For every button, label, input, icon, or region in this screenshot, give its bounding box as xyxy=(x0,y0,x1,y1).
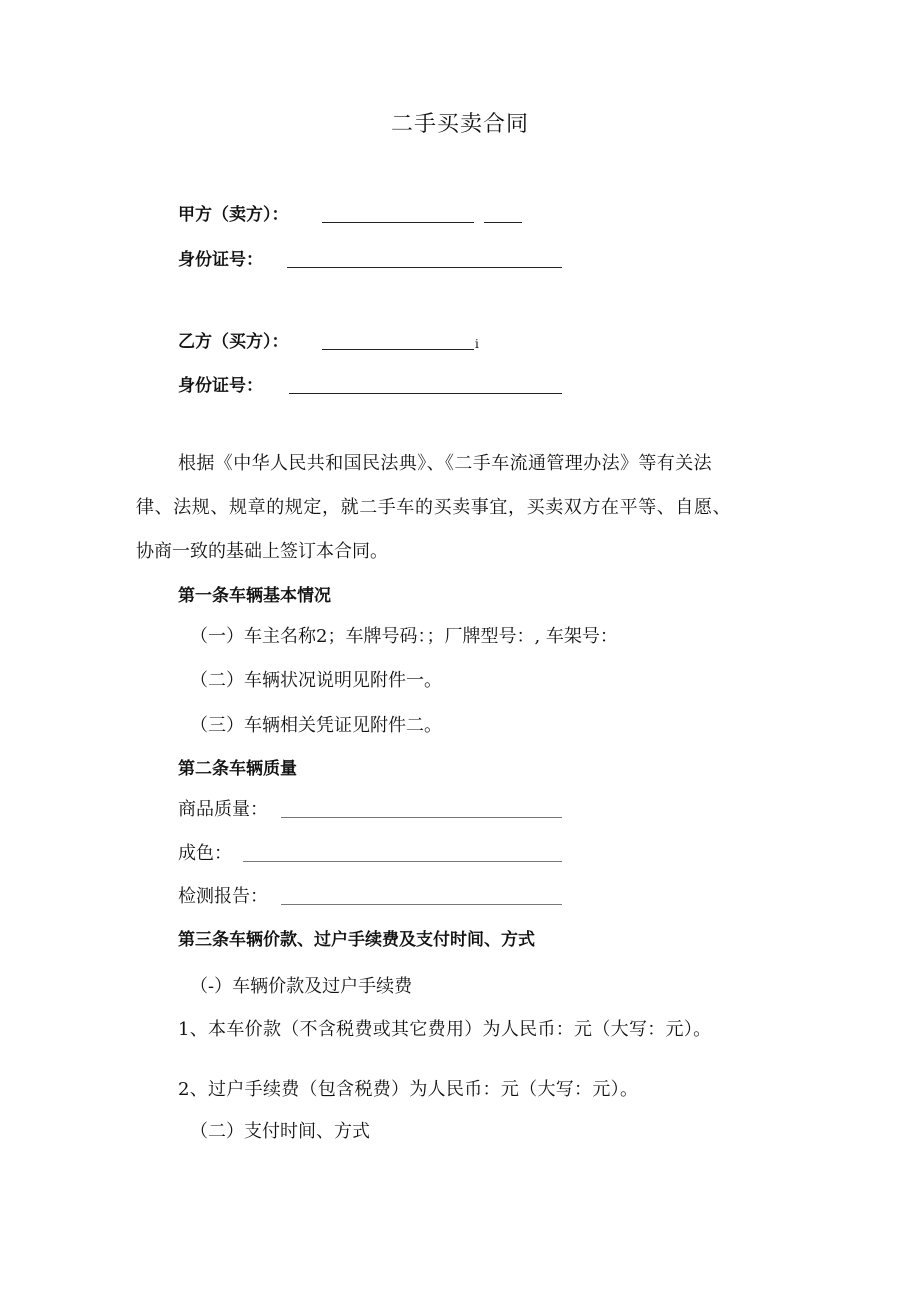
article-3-sub-1: （-）车辆价款及过户手续费 xyxy=(190,976,413,997)
party-b-id-blank[interactable] xyxy=(289,393,562,394)
party-b-id-label: 身份证号： xyxy=(178,376,263,396)
party-b-mark: i xyxy=(475,337,479,351)
article-2-heading: 第二条车辆质量 xyxy=(178,759,297,779)
article-3-sub-2: （二）支付时间、方式 xyxy=(190,1121,370,1142)
article-3-heading: 第三条车辆价款、过户手续费及支付时间、方式 xyxy=(178,930,535,950)
party-b-name-blank[interactable] xyxy=(322,349,474,350)
article-1-heading: 第一条车辆基本情况 xyxy=(178,586,331,606)
party-b-label: 乙方（买方）： xyxy=(178,332,289,352)
article-1-item-3: （三）车辆相关凭证见附件二。 xyxy=(190,715,442,736)
report-blank[interactable] xyxy=(281,904,562,905)
article-3-fee: 2、过户手续费（包含税费）为人民币：元（大写：元）。 xyxy=(178,1079,639,1100)
party-a-label: 甲方（卖方）： xyxy=(178,205,289,225)
party-a-id-blank[interactable] xyxy=(287,267,562,268)
preamble-line-2: 律、法规、规章的规定，就二手车的买卖事宜，买卖双方在平等、自愿、 xyxy=(136,497,732,518)
color-blank[interactable] xyxy=(243,861,562,862)
quality-blank[interactable] xyxy=(281,817,562,818)
report-label: 检测报告： xyxy=(178,886,268,907)
article-1-item-2: （二）车辆状况说明见附件一。 xyxy=(190,670,442,691)
party-a-id-label: 身份证号： xyxy=(178,250,263,270)
document-title: 二手买卖合同 xyxy=(390,112,529,137)
color-label: 成色： xyxy=(178,843,232,864)
party-a-name-blank[interactable] xyxy=(322,222,474,223)
preamble-line-1: 根据《中华人民共和国民法典》、《二手车流通管理办法》等有关法 xyxy=(178,453,712,474)
party-a-name-blank-extra[interactable] xyxy=(484,222,522,223)
preamble-line-3: 协商一致的基础上签订本合同。 xyxy=(136,541,388,562)
article-1-item-1: （一）车主名称2；车牌号码：；厂牌型号：, 车架号： xyxy=(190,626,618,647)
quality-label: 商品质量： xyxy=(178,799,268,820)
article-3-price: 1、本车价款（不含税费或其它费用）为人民币：元（大写：元）。 xyxy=(178,1019,712,1040)
